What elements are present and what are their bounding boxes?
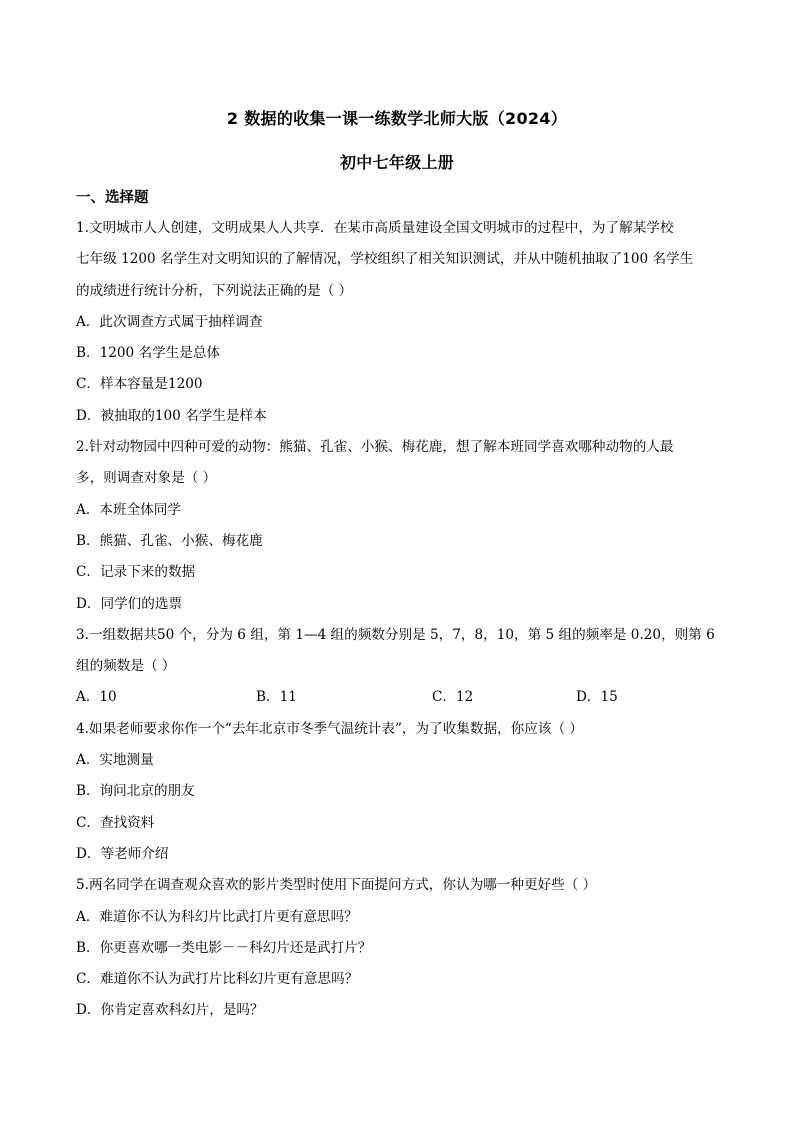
option-d: D．同学们的选票: [76, 595, 183, 612]
document-subtitle: 初中七年级上册: [339, 153, 455, 172]
option-c: C．样本容量是1200: [76, 376, 203, 393]
question-5: [76, 870, 726, 1026]
question-text-line: 5.两名同学在调查观众喜欢的影片类型时使用下面提问方式，你认为哪一种更好些（ ）: [76, 877, 597, 894]
question-2: [76, 432, 726, 620]
option-a: A．难道你不认为科幻片比武打片更有意思吗？: [76, 908, 358, 925]
document-title: 2 数据的收集一课一练数学北师大版（2024）: [226, 109, 568, 128]
option-c: C．12: [432, 689, 474, 706]
question-3: [76, 620, 726, 714]
option-a: A．实地测量: [76, 752, 154, 769]
option-b: B．1200 名学生是总体: [76, 345, 221, 362]
option-d: D．15: [576, 689, 618, 706]
option-c: C．查找资料: [76, 814, 155, 831]
question-text-line: 多，则调查对象是（ ）: [76, 470, 217, 487]
option-b: B．熊猫、孔雀、小猴、梅花鹿: [76, 532, 263, 549]
question-1: [76, 213, 726, 432]
option-a: A．此次调查方式属于抽样调查: [76, 313, 263, 330]
option-c: C．记录下来的数据: [76, 564, 196, 581]
option-d: D．你肯定喜欢科幻片，是吗？: [76, 1002, 264, 1019]
option-c: C．难道你不认为武打片比科幻片更有意思吗？: [76, 971, 359, 988]
question-text-line: 4.如果老师要求你作一个“去年北京市冬季气温统计表”，为了收集数据，你应该（ ）: [76, 720, 583, 737]
option-a: A．10: [76, 689, 117, 706]
section-heading: 一、选择题: [76, 190, 149, 206]
option-b: B．11: [256, 689, 297, 706]
inline-options: [76, 682, 726, 713]
question-text-line: 组的频数是（ ）: [76, 658, 176, 675]
question-text-line: 七年级 1200 名学生对文明知识的了解情况，学校组织了相关知识测试，并从中随机抽取了100 名学生: [76, 251, 694, 268]
option-b: B．你更喜欢哪一类电影－－科幻片还是武打片？: [76, 939, 372, 956]
question-text-line: 1.文明城市人人创建，文明成果人人共享．在某市高质量建设全国文明城市的过程中，为了解某学校: [76, 220, 674, 236]
question-4: [76, 714, 726, 870]
option-d: D．等老师介绍: [76, 845, 169, 862]
question-text-line: 2.针对动物园中四种可爱的动物：熊猫、孔雀、小猴、梅花鹿，想了解本班同学喜欢哪种动物的人最: [76, 439, 674, 456]
question-text-line: 的成绩进行统计分析，下列说法正确的是（ ）: [76, 282, 353, 299]
question-list: [76, 213, 726, 1027]
option-d: D．被抽取的100 名学生是样本: [76, 407, 267, 424]
option-a: A．本班全体同学: [76, 501, 181, 518]
question-text-line: 3.一组数据共50 个，分为 6 组，第 1—4 组的频数分别是 5，7，8，10，第 5 组的频率是 0.20，则第 6: [76, 626, 715, 643]
option-b: B．询问北京的朋友: [76, 783, 195, 800]
